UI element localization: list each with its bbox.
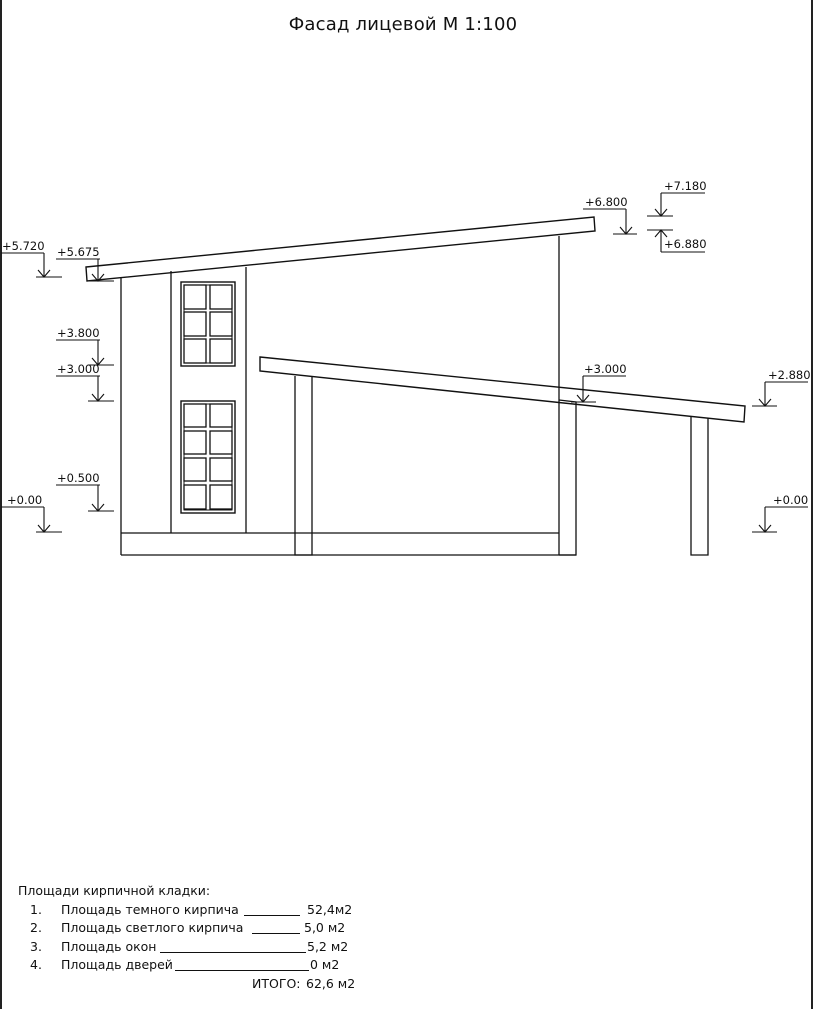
elevation-mark-label: +5.675 (57, 245, 100, 259)
lower-window-pane (184, 485, 206, 509)
lower-window-pane (184, 404, 206, 427)
canopy-roof-slab (260, 357, 745, 422)
elevation-marker (56, 471, 114, 511)
masonry-areas-notes (18, 882, 356, 993)
notes-item-label: Площадь светлого кирпича (61, 920, 244, 935)
notes-item (18, 938, 349, 957)
notes-item-underline (160, 952, 306, 953)
notes-total-label: ИТОГО: (252, 975, 301, 991)
elevation-marker (1, 239, 62, 277)
lower-window-pane (184, 431, 206, 454)
notes-item-underline (252, 933, 300, 934)
upper-window-pane (210, 285, 232, 309)
elevation-mark-label: +3.800 (57, 326, 100, 340)
notes-item-number: 1. (30, 901, 42, 917)
notes-item-number: 4. (30, 957, 42, 972)
lower-window (181, 401, 235, 513)
notes-item-number: 3. (30, 938, 42, 954)
notes-item-label: Площадь дверей (61, 957, 173, 972)
upper-window-frame (181, 282, 235, 366)
notes-item-underline (244, 915, 300, 916)
notes-item (18, 919, 346, 938)
upper-window-pane (210, 339, 232, 363)
notes-item-value: 0 м2 (310, 957, 340, 972)
notes-item-value: 52,4м2 (307, 901, 353, 917)
elevation-markers (1, 179, 811, 532)
notes-heading: Площади кирпичной кладки: (18, 883, 211, 898)
elevation-mark-label: +3.000 (57, 362, 100, 376)
upper-window-inner-frame (184, 285, 232, 363)
notes-item-value: 5,2 м2 (307, 938, 349, 954)
elevation-marker (56, 362, 114, 401)
lower-window-pane (210, 485, 232, 509)
drawing-title: Фасад лицевой М 1:100 (288, 14, 518, 35)
elevation-mark-label: +6.800 (585, 195, 628, 209)
notes-item (18, 901, 353, 920)
elevation-mark-label: +6.880 (664, 237, 707, 251)
notes-item (18, 956, 340, 975)
canopy-post-right (691, 417, 708, 555)
upper-window-pane (184, 285, 206, 309)
lower-window-pane (210, 458, 232, 481)
elevation-mark-label: +7.180 (664, 179, 707, 193)
upper-window-pane (184, 312, 206, 336)
lower-window-pane (210, 404, 232, 427)
upper-window-pane (184, 339, 206, 363)
notes-item-label: Площадь темного кирпича (61, 901, 239, 917)
notes-item-underline (175, 970, 309, 971)
canopy-posts (295, 376, 708, 555)
elevation-marker (56, 326, 114, 365)
elevation-mark-label: +0.00 (7, 493, 43, 507)
upper-window (181, 282, 235, 366)
main-building (121, 236, 576, 555)
elevation-marker-pair (647, 179, 707, 252)
main-roof-slab (86, 217, 595, 281)
notes-item-value: 5,0 м2 (304, 920, 346, 935)
lower-window-inner-frame (184, 404, 232, 510)
elevation-mark-label: +5.720 (2, 239, 45, 253)
canopy-post-middle (559, 400, 576, 555)
elevation-marker (583, 195, 637, 234)
elevation-marker (1, 493, 62, 532)
elevation-mark-label: +0.00 (773, 493, 809, 507)
elevation-mark-label: +2.880 (768, 368, 811, 382)
lower-window-pane (210, 431, 232, 454)
notes-total (18, 975, 356, 994)
elevation-mark-label: +3.000 (584, 362, 627, 376)
elevation-marker (752, 368, 811, 406)
upper-window-pane (210, 312, 232, 336)
elevation-marker (571, 362, 627, 402)
elevation-marker (56, 245, 114, 281)
canopy-post-left (295, 376, 312, 555)
notes-total-value: 62,6 м2 (306, 975, 356, 991)
lower-window-frame (181, 401, 235, 513)
notes-item-number: 2. (30, 920, 42, 935)
elevation-marker (752, 493, 808, 532)
lower-window-pane (184, 458, 206, 481)
elevation-mark-label: +0.500 (57, 471, 100, 485)
notes-item-label: Площадь окон (61, 938, 157, 954)
